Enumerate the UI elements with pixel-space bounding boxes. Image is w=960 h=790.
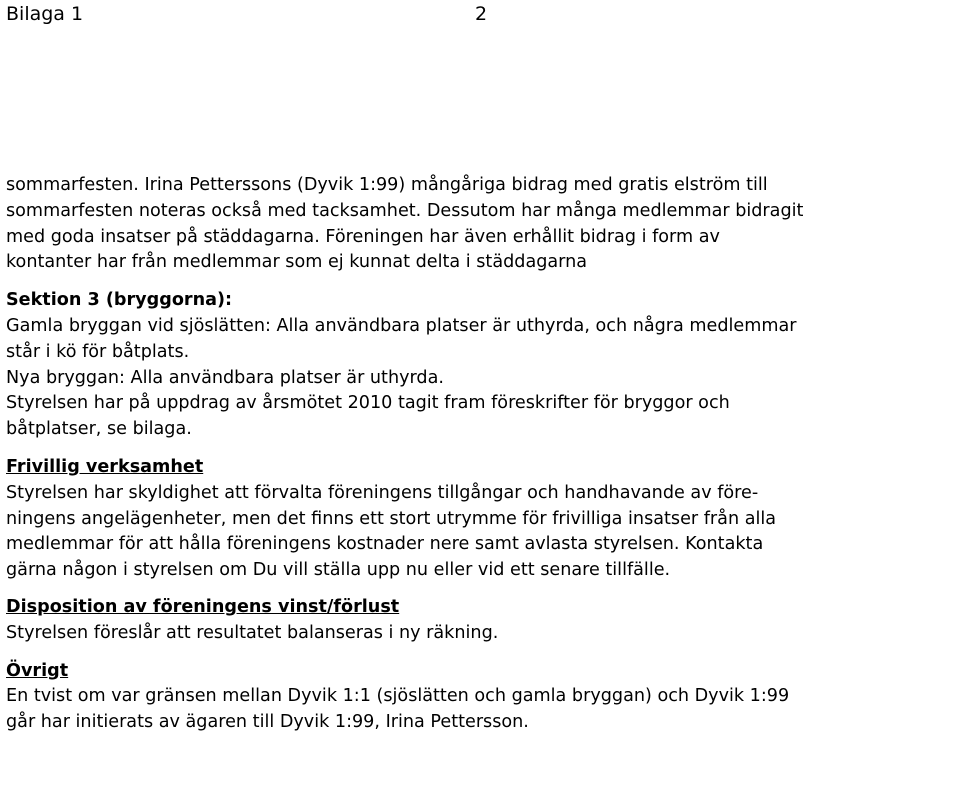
- text-line: Styrelsen föreslår att resultatet balanseras i ny räkning.: [6, 622, 499, 643]
- text-line: medlemmar för att hålla föreningens kostnader nere samt avlasta styrelsen. Kontakta: [6, 534, 764, 555]
- text-line: Styrelsen har skyldighet att förvalta föreningens tillgångar och handhavande av före-: [6, 482, 759, 503]
- paragraph-sommarfesten: [6, 173, 956, 276]
- page-number: 2: [475, 3, 488, 25]
- section-heading: Övrigt: [6, 660, 69, 681]
- page-header: [6, 2, 956, 26]
- text-line: går har initierats av ägaren till Dyvik 1:99, Irina Pettersson.: [6, 712, 529, 733]
- text-line: Nya bryggan: Alla användbara platser är uthyrda.: [6, 367, 444, 388]
- text-line: En tvist om var gränsen mellan Dyvik 1:1 (sjöslätten och gamla bryggan) och Dyvik 1:99: [6, 686, 790, 707]
- text-line: med goda insatser på städdagarna. Föreningen har även erhållit bidrag i form av: [6, 226, 720, 247]
- text-line: står i kö för båtplats.: [6, 341, 190, 362]
- text-line: båtplatser, se bilaga.: [6, 419, 192, 440]
- text-line: gärna någon i styrelsen om Du vill ställa upp nu eller vid ett senare tillfälle.: [6, 560, 671, 581]
- text-line: ningens angelägenheter, men det finns ett stort utrymme för frivilliga insatser från alla: [6, 508, 777, 529]
- text-line: Styrelsen har på uppdrag av årsmötet 2010 tagit fram föreskrifter för bryggor och: [6, 393, 730, 414]
- section-title: Sektion 3 (bryggorna):: [6, 290, 233, 311]
- text-line: sommarfesten. Irina Petterssons (Dyvik 1:99) mångåriga bidrag med gratis elström till: [6, 175, 768, 195]
- text-line: sommarfesten noteras också med tacksamhet. Dessutom har många medlemmar bidragit: [6, 200, 804, 221]
- section-heading: Disposition av föreningens vinst/förlust: [6, 596, 400, 617]
- section-frivillig-verksamhet: [6, 455, 956, 584]
- document-body: [6, 173, 956, 736]
- text-line: kontanter har från medlemmar som ej kunnat delta i städdagarna: [6, 252, 588, 273]
- text-line: Gamla bryggan vid sjöslätten: Alla användbara platser är uthyrda, och några medlemmar: [6, 315, 797, 336]
- header-title: Bilaga 1: [6, 3, 84, 25]
- section-disposition: [6, 595, 956, 647]
- section-heading: Frivillig verksamhet: [6, 456, 204, 477]
- section-bryggorna: [6, 288, 956, 443]
- section-ovrigt: [6, 659, 956, 736]
